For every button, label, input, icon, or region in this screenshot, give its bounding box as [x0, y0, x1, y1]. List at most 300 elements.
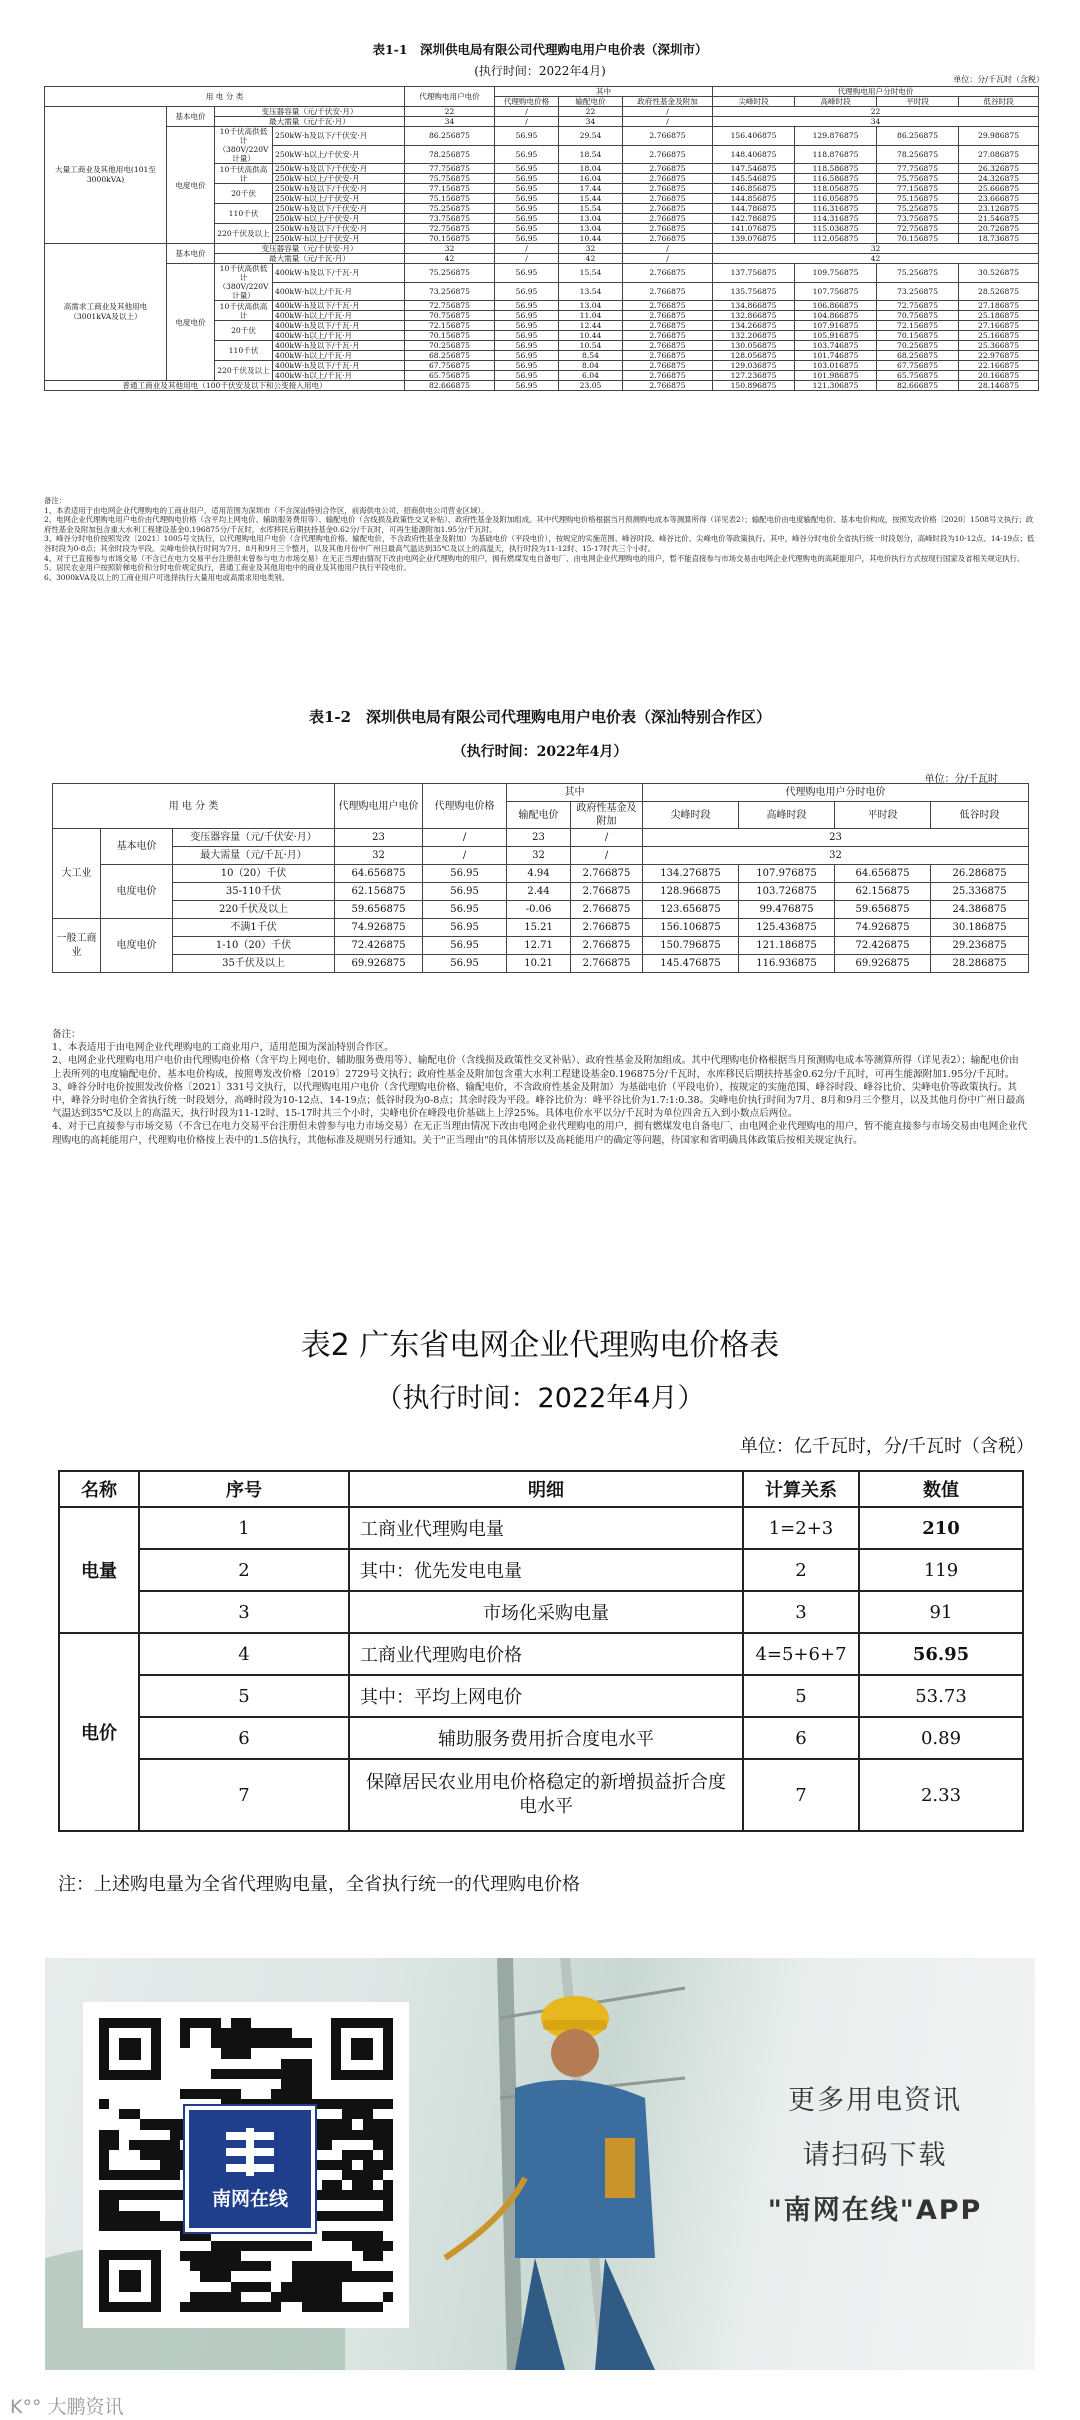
- voltage-label: 110千伏: [215, 204, 273, 224]
- value-cell: 67.756875: [405, 361, 495, 371]
- table-cell: 32: [713, 244, 1039, 254]
- value-cell: 56.95: [495, 371, 559, 381]
- relation-cell: 2: [743, 1549, 859, 1591]
- seq-cell: 3: [139, 1591, 349, 1633]
- table-row: [53, 829, 1029, 847]
- value-cell: 2.766875: [623, 282, 713, 301]
- value-cell: 26.286875: [931, 865, 1029, 883]
- value-cell: 25.366875: [959, 341, 1039, 351]
- value-cell: 8.54: [559, 351, 623, 361]
- value-cell: 70.156875: [405, 331, 495, 341]
- value-cell: 13.04: [559, 214, 623, 224]
- group-label: 高需求工商业及其他用电（3001kVA及以上）: [45, 244, 167, 381]
- tier-label: 250kW·h以上/千伏安·月: [273, 234, 405, 244]
- header-category: 用 电 分 类: [45, 87, 405, 107]
- header-row: [59, 1471, 1023, 1507]
- voltage-label: 10千伏高供高计: [215, 164, 273, 184]
- table-1-2-section: [0, 706, 1080, 1146]
- value-cell: 10.44: [559, 234, 623, 244]
- value-cell: 91: [859, 1591, 1023, 1633]
- value-cell: 29.236875: [931, 937, 1029, 955]
- tier-label: 400kW·h及以下/千瓦·月: [273, 264, 405, 283]
- note-line: 5、居民农业用户按照阶梯电价和分时电价规定执行，普通工商业及其他用电中的商业及其他用户执行平段电价。: [44, 563, 411, 573]
- value-cell: 6.04: [559, 371, 623, 381]
- value-cell: 2.766875: [623, 351, 713, 361]
- value-cell: 62.156875: [335, 883, 423, 901]
- table-row: [45, 244, 1039, 254]
- energy-price-label: 电度电价: [167, 264, 215, 381]
- value-cell: 2.766875: [623, 381, 713, 391]
- table-row: [45, 127, 1039, 146]
- value-cell: 65.756875: [877, 371, 959, 381]
- table-cell: /: [571, 847, 643, 865]
- table-row: [59, 1507, 1023, 1549]
- value-cell: 2.766875: [571, 919, 643, 937]
- note-line: 6、3000kVA及以上的工商业用户可选择执行大量用电或高需求用电类别。: [44, 572, 290, 582]
- value-cell: 210: [859, 1507, 1023, 1549]
- value-cell: 150.796875: [643, 937, 739, 955]
- value-cell: 78.256875: [405, 145, 495, 164]
- header-cell: 代理购电价格: [495, 97, 559, 107]
- value-cell: 23.666875: [959, 194, 1039, 204]
- value-cell: 2.766875: [623, 174, 713, 184]
- table-cell: 23: [335, 829, 423, 847]
- value-cell: 13.54: [559, 282, 623, 301]
- value-cell: 112.056875: [795, 234, 877, 244]
- value-cell: 116.316875: [795, 204, 877, 214]
- value-cell: 72.426875: [835, 937, 931, 955]
- value-cell: 28.286875: [931, 955, 1029, 973]
- value-cell: 56.95: [495, 361, 559, 371]
- table-2-subtitle: （执行时间：2022年4月）: [375, 1383, 705, 1414]
- value-cell: 59.656875: [835, 901, 931, 919]
- value-cell: 103.016875: [795, 361, 877, 371]
- value-cell: 101.986875: [795, 371, 877, 381]
- header-cell: 尖峰时段: [713, 97, 795, 107]
- value-cell: 10.54: [559, 341, 623, 351]
- tier-label: 10（20）千伏: [173, 865, 335, 883]
- group-label: 大量工商业及其他用电(101至3000kVA): [45, 107, 167, 244]
- table-row: [59, 1759, 1023, 1831]
- value-cell: 2.44: [507, 883, 571, 901]
- value-cell: 144.856875: [713, 194, 795, 204]
- tier-label: 400kW·h以上/千瓦·月: [273, 282, 405, 301]
- base-price-label: 基本电价: [167, 107, 215, 127]
- value-cell: 64.656875: [335, 865, 423, 883]
- watermark: K°° 大鹏资讯: [10, 2396, 124, 2418]
- value-cell: 121.306875: [795, 381, 877, 391]
- base-price-label: 基本电价: [101, 829, 173, 865]
- value-cell: 22.166875: [959, 361, 1039, 371]
- value-cell: 29.986875: [959, 127, 1039, 146]
- header-cell: 输配电价: [507, 802, 571, 829]
- value-cell: 56.95: [423, 955, 507, 973]
- table-cell: /: [623, 244, 713, 254]
- header-cell: 政府性基金及附加: [623, 97, 713, 107]
- value-cell: 13.04: [559, 224, 623, 234]
- tier-label: 400kW·h以上/千瓦·月: [273, 351, 405, 361]
- note-line: 3、峰谷分时电价按照发改价格〔2021〕331号文执行，以代理购电用户电价（含代理购电价格、输配电价，不含政府性基金及附加）为基础电价（平段电价），按规定的实施范围、峰谷时段、峰谷比价、尖峰电价等政策执行。其中，峰谷分时电价全省执行统一时段划分，高峰时段为10-12点、14-19点；低谷时段为0-8点；其余时段为平段。峰谷比价为：峰平谷比价为1.7:1:0.38。尖峰电价执行时间为7月、8月和9月三个整月，以及其他月份中广州日最高气温达到35℃及以上的高温天，执行时段为11-12时、15-17时共三个小时，尖峰电价在峰段电价基础上上浮25%。具体电价水平以分/千瓦时为单位四舍五入到小数点后两位。: [52, 1081, 1025, 1120]
- table-cell: 22: [405, 107, 495, 117]
- table-row: [59, 1675, 1023, 1717]
- table-1-2-unit: 单位：分/千瓦时: [924, 774, 998, 785]
- value-cell: 73.756875: [877, 214, 959, 224]
- tier-label: 400kW·h及以下/千瓦·月: [273, 301, 405, 311]
- header-row: [45, 87, 1039, 97]
- tier-label: 220千伏及以上: [173, 901, 335, 919]
- qr-finder-bottom-left: [99, 2250, 161, 2312]
- energy-price-label: 电度电价: [167, 127, 215, 244]
- value-cell: 129.876875: [795, 127, 877, 146]
- value-cell: 16.04: [559, 174, 623, 184]
- table-1-1-section: [0, 40, 1080, 582]
- note-line: 1、本表适用于由电网企业代理购电的工商业用户，适用范围为深圳市（不含深汕特别合作区，前海供电公司、招商供电公司营业区域）。: [44, 505, 489, 515]
- value-cell: 72.756875: [405, 224, 495, 234]
- general-use-label: 普通工商业及其他用电（100千伏安及以下和公变接入用电）: [45, 381, 405, 391]
- group-label: 电量: [59, 1507, 139, 1633]
- value-cell: 77.756875: [405, 164, 495, 174]
- table-row: [59, 1591, 1023, 1633]
- table-cell: /: [495, 244, 559, 254]
- value-cell: 145.476875: [643, 955, 739, 973]
- value-cell: 2.766875: [571, 901, 643, 919]
- value-cell: 56.95: [495, 194, 559, 204]
- value-cell: 147.546875: [713, 164, 795, 174]
- value-cell: 107.916875: [795, 321, 877, 331]
- value-cell: 23.05: [559, 381, 623, 391]
- value-cell: 53.73: [859, 1675, 1023, 1717]
- tier-label: 250kW·h及以下/千伏安·月: [273, 127, 405, 146]
- value-cell: 142.786875: [713, 214, 795, 224]
- value-cell: 56.95: [423, 937, 507, 955]
- value-cell: 22.976875: [959, 351, 1039, 361]
- tier-label: 400kW·h及以下/千瓦·月: [273, 361, 405, 371]
- tier-label: 400kW·h及以下/千瓦·月: [273, 321, 405, 331]
- value-cell: 0.89: [859, 1717, 1023, 1759]
- value-cell: 10.44: [559, 331, 623, 341]
- value-cell: 115.036875: [795, 224, 877, 234]
- value-cell: 106.866875: [795, 301, 877, 311]
- table-cell: 32: [405, 244, 495, 254]
- detail-cell: 其中：优先发电电量: [349, 1549, 743, 1591]
- value-cell: 15.44: [559, 194, 623, 204]
- relation-cell: 1=2+3: [743, 1507, 859, 1549]
- group-label: 一般工商业: [53, 919, 101, 973]
- value-cell: 20.726875: [959, 224, 1039, 234]
- value-cell: 75.156875: [405, 194, 495, 204]
- app-download-banner[interactable]: [45, 1958, 1035, 2370]
- value-cell: 15.54: [559, 264, 623, 283]
- value-cell: 146.856875: [713, 184, 795, 194]
- value-cell: 75.156875: [877, 194, 959, 204]
- capacity-label: 变压器容量（元/千伏安·月）: [215, 244, 405, 254]
- value-cell: 134.866875: [713, 301, 795, 311]
- max-demand-label: 最大需量（元/千瓦·月）: [215, 254, 405, 264]
- value-cell: 141.076875: [713, 224, 795, 234]
- header-cell: 数值: [859, 1471, 1023, 1507]
- detail-cell: 辅助服务费用折合度电水平: [349, 1717, 743, 1759]
- voltage-label: 20千伏: [215, 321, 273, 341]
- value-cell: 105.916875: [795, 331, 877, 341]
- table-1-2-subtitle: （执行时间：2022年4月）: [452, 744, 628, 760]
- value-cell: 107.976875: [739, 865, 835, 883]
- value-cell: 25.336875: [931, 883, 1029, 901]
- csg-logo-icon: [222, 2128, 278, 2176]
- table-2-title: 表2 广东省电网企业代理购电价格表: [300, 1328, 780, 1363]
- value-cell: 2.766875: [623, 264, 713, 283]
- table-cell: 42: [405, 254, 495, 264]
- value-cell: 2.766875: [623, 321, 713, 331]
- detail-cell: 工商业代理购电价格: [349, 1633, 743, 1675]
- value-cell: 8.04: [559, 361, 623, 371]
- value-cell: 73.256875: [877, 282, 959, 301]
- table-1-2-notes: [52, 1028, 1028, 1147]
- value-cell: 121.186875: [739, 937, 835, 955]
- value-cell: 72.426875: [335, 937, 423, 955]
- relation-cell: 6: [743, 1717, 859, 1759]
- tier-label: 1-10（20）千伏: [173, 937, 335, 955]
- seq-cell: 1: [139, 1507, 349, 1549]
- value-cell: 73.256875: [405, 282, 495, 301]
- value-cell: 15.54: [559, 204, 623, 214]
- value-cell: 86.256875: [405, 127, 495, 146]
- value-cell: 56.95: [423, 901, 507, 919]
- table-row: [59, 1549, 1023, 1591]
- value-cell: 30.526875: [959, 264, 1039, 283]
- voltage-label: 110千伏: [215, 341, 273, 361]
- value-cell: 56.95: [495, 204, 559, 214]
- table-2-note: 注：上述购电量为全省代理购电量，全省执行统一的代理购电价格: [58, 1874, 580, 1895]
- table-cell: 42: [713, 254, 1039, 264]
- value-cell: 56.95: [495, 174, 559, 184]
- value-cell: 59.656875: [335, 901, 423, 919]
- banner-text: [725, 2078, 1025, 2227]
- table-row: [59, 1717, 1023, 1759]
- value-cell: 128.966875: [643, 883, 739, 901]
- table-row: [53, 847, 1029, 865]
- value-cell: 64.656875: [835, 865, 931, 883]
- value-cell: 18.04: [559, 164, 623, 174]
- value-cell: 109.756875: [795, 264, 877, 283]
- note-line: 3、峰谷分时电价按照发改〔2021〕1005号文执行，以代理购电用户电价（含代理购电价格、输配电价，不含政府性基金及附加）为基础电价（平段电价），按规定的实施范围、峰谷时段、峰谷比价、尖峰电价等政策执行。其中，峰谷分时电价全省执行统一时段划分，高峰时段为10-12点、14-19点；低谷时段为0-8点；其余时段为平段。尖峰电价执行时间为7月、8月和9月三个整月，以及其他月份中广州日最高气温达到35℃及以上的高温天，执行时段为11-12时、15-17时共三个小时。: [44, 534, 1035, 553]
- header-of-which: 其中: [495, 87, 713, 97]
- detail-cell: 工商业代理购电量: [349, 1507, 743, 1549]
- note-line: 2、电网企业代理购电用户电价由代理购电价格（含平均上网电价、辅助服务费用等）、输配电价（含线损及政策性交叉补贴）、政府性基金及附加组成。其中代理购电价格根据当月预测购电成本等测算所得（详见表2）；输配电价由电度输配电价、基本电价构成，按照发改价格〔2020〕1508号文执行；政府性基金及附加包含重大水利工程建设基金0.196875分/千瓦时，水库移民后期扶持基金0.62分/千瓦时，可再生能源附加1.95分/千瓦时。: [44, 515, 1034, 534]
- tier-label: 250kW·h及以下/千伏安·月: [273, 164, 405, 174]
- capacity-label: 变压器容量（元/千伏安·月）: [215, 107, 405, 117]
- value-cell: 134.276875: [643, 865, 739, 883]
- table-cell: 42: [559, 254, 623, 264]
- value-cell: 11.04: [559, 311, 623, 321]
- value-cell: 77.756875: [877, 164, 959, 174]
- value-cell: 2.766875: [571, 955, 643, 973]
- value-cell: 134.266875: [713, 321, 795, 331]
- max-demand-label: 最大需量（元/千瓦·月）: [173, 847, 335, 865]
- tier-label: 250kW·h及以下/千伏安·月: [273, 184, 405, 194]
- value-cell: 104.866875: [795, 311, 877, 321]
- energy-price-label: 电度电价: [101, 919, 173, 973]
- value-cell: 29.54: [559, 127, 623, 146]
- value-cell: 103.746875: [795, 341, 877, 351]
- capacity-label: 变压器容量（元/千伏安·月）: [173, 829, 335, 847]
- value-cell: 145.546875: [713, 174, 795, 184]
- table-cell: /: [495, 107, 559, 117]
- value-cell: 78.256875: [877, 145, 959, 164]
- value-cell: 2.766875: [623, 127, 713, 146]
- value-cell: 75.756875: [877, 174, 959, 184]
- table-cell: /: [423, 847, 507, 865]
- value-cell: 13.04: [559, 301, 623, 311]
- header-cell: 输配电价: [559, 97, 623, 107]
- value-cell: 25.166875: [959, 331, 1039, 341]
- table-cell: /: [623, 107, 713, 117]
- value-cell: 2.766875: [623, 234, 713, 244]
- table-cell: 23: [643, 829, 1029, 847]
- value-cell: 114.316875: [795, 214, 877, 224]
- value-cell: 2.766875: [623, 301, 713, 311]
- value-cell: 123.656875: [643, 901, 739, 919]
- voltage-label: 10千伏高供低计（380V/220V计量）: [215, 127, 273, 164]
- value-cell: 72.756875: [405, 301, 495, 311]
- header-cell: 高峰时段: [739, 802, 835, 829]
- table-cell: /: [623, 117, 713, 127]
- value-cell: 56.95: [859, 1633, 1023, 1675]
- header-cell: 序号: [139, 1471, 349, 1507]
- group-label: 大工业: [53, 829, 101, 919]
- value-cell: 69.926875: [835, 955, 931, 973]
- value-cell: 75.256875: [405, 264, 495, 283]
- note-line: 2、电网企业代理购电用户电价由代理购电价格（含平均上网电价、辅助服务费用等）、输配电价（含线损及政策性交叉补贴）、政府性基金及附加组成。其中代理购电价格根据当月预测购电成本等测算所得（详见表2）；输配电价由上表所列的电度输配电价、基本电价构成，按照粤发改价格〔2019〕2729号文执行；政府性基金及附加包含重大水利工程建设基金0.196875分/千瓦时，水库移民后期扶持基金0.62分/千瓦时，可再生能源附加1.95分/千瓦时。: [52, 1055, 1019, 1080]
- value-cell: 68.256875: [877, 351, 959, 361]
- value-cell: 2.766875: [623, 341, 713, 351]
- value-cell: 118.586875: [795, 164, 877, 174]
- header-agent-price: 代理购电用户电价: [335, 784, 423, 829]
- value-cell: 56.95: [495, 321, 559, 331]
- value-cell: 150.896875: [713, 381, 795, 391]
- tier-label: 250kW·h及以下/千伏安·月: [273, 204, 405, 214]
- table-cell: 32: [559, 244, 623, 254]
- table-1-1-subtitle: (执行时间：2022年4月): [474, 64, 606, 78]
- value-cell: 135.756875: [713, 282, 795, 301]
- value-cell: 70.256875: [877, 341, 959, 351]
- table-cell: 22: [713, 107, 1039, 117]
- value-cell: 75.256875: [877, 264, 959, 283]
- header-tou: 代理购电用户分时电价: [643, 784, 1029, 802]
- value-cell: 132.866875: [713, 311, 795, 321]
- value-cell: 27.086875: [959, 145, 1039, 164]
- table-row: [45, 264, 1039, 283]
- value-cell: 75.256875: [405, 204, 495, 214]
- base-price-label: 基本电价: [167, 244, 215, 264]
- table-1-1-unit: 单位：分/千瓦时（含税）: [953, 75, 1044, 84]
- qr-finder-top-left: [99, 2018, 161, 2080]
- note-line: 4、对于已直接参与市场交易（不含已在电力交易平台注册但未曾参与电力市场交易）在无正当理由情况下改由电网企业代理购电的用户，拥有燃煤发电自备电厂、由电网企业代理购电的用户，暂不能直接参与市场交易由电网企业代理购电的高耗能用户，其电价执行方式按现行国家及省相关规定执行。: [44, 553, 1025, 563]
- tier-label: 250kW·h以上/千伏安·月: [273, 194, 405, 204]
- table-row: [59, 1633, 1023, 1675]
- table-row: [53, 919, 1029, 937]
- tier-label: 35-110千伏: [173, 883, 335, 901]
- value-cell: 27.166875: [959, 321, 1039, 331]
- table-row: [53, 901, 1029, 919]
- value-cell: 103.726875: [739, 883, 835, 901]
- value-cell: 15.21: [507, 919, 571, 937]
- value-cell: 56.95: [495, 184, 559, 194]
- seq-cell: 6: [139, 1717, 349, 1759]
- table-cell: 32: [643, 847, 1029, 865]
- table-cell: 34: [559, 117, 623, 127]
- value-cell: 12.71: [507, 937, 571, 955]
- value-cell: 2.766875: [623, 184, 713, 194]
- value-cell: 75.256875: [877, 204, 959, 214]
- table-cell: 34: [713, 117, 1039, 127]
- value-cell: 2.766875: [571, 937, 643, 955]
- value-cell: 56.95: [495, 264, 559, 283]
- banner-line-2: 请扫码下载: [802, 2140, 948, 2171]
- table-cell: /: [495, 117, 559, 127]
- tier-label: 400kW·h以上/千瓦·月: [273, 331, 405, 341]
- note-line: 备注：: [52, 1029, 81, 1040]
- value-cell: 132.206875: [713, 331, 795, 341]
- value-cell: 82.666875: [877, 381, 959, 391]
- header-tou: 代理购电用户分时电价: [713, 87, 1039, 97]
- value-cell: 101.746875: [795, 351, 877, 361]
- value-cell: 30.186875: [931, 919, 1029, 937]
- table-cell: /: [623, 254, 713, 264]
- value-cell: 10.21: [507, 955, 571, 973]
- value-cell: 107.756875: [795, 282, 877, 301]
- banner-line-1: 更多用电资讯: [788, 2085, 962, 2116]
- value-cell: 56.95: [423, 919, 507, 937]
- value-cell: 20.166875: [959, 371, 1039, 381]
- value-cell: 26.326875: [959, 164, 1039, 174]
- header-cell: 低谷时段: [959, 97, 1039, 107]
- value-cell: 119: [859, 1549, 1023, 1591]
- table-cell: 23: [507, 829, 571, 847]
- table-2-unit: 单位：亿千瓦时，分/千瓦时（含税）: [739, 1436, 1034, 1457]
- table-row: [45, 381, 1039, 391]
- value-cell: 56.95: [423, 883, 507, 901]
- value-cell: 72.756875: [877, 301, 959, 311]
- value-cell: 24.386875: [931, 901, 1029, 919]
- value-cell: 116.586875: [795, 174, 877, 184]
- header-row: [53, 784, 1029, 802]
- header-cell: 平时段: [835, 802, 931, 829]
- value-cell: 65.756875: [405, 371, 495, 381]
- value-cell: 17.44: [559, 184, 623, 194]
- header-cell: 政府性基金及附加: [571, 802, 643, 829]
- value-cell: 56.95: [495, 282, 559, 301]
- value-cell: 18.736875: [959, 234, 1039, 244]
- header-of-which: 其中: [507, 784, 643, 802]
- value-cell: 69.926875: [335, 955, 423, 973]
- value-cell: 70.156875: [877, 331, 959, 341]
- csg-online-logo: [185, 2106, 315, 2232]
- group-label: 电价: [59, 1633, 139, 1831]
- header-cell: 高峰时段: [795, 97, 877, 107]
- seq-cell: 2: [139, 1549, 349, 1591]
- header-cell: 计算关系: [743, 1471, 859, 1507]
- header-category: 用 电 分 类: [53, 784, 335, 829]
- qr-code[interactable]: [83, 2002, 409, 2328]
- tier-label: 250kW·h以上/千伏安·月: [273, 214, 405, 224]
- value-cell: 23.126875: [959, 204, 1039, 214]
- header-cell: 名称: [59, 1471, 139, 1507]
- header-agent-price: 代理购电用户电价: [405, 87, 495, 107]
- value-cell: 116.056875: [795, 194, 877, 204]
- tier-label: 400kW·h以上/千瓦·月: [273, 371, 405, 381]
- value-cell: 72.156875: [405, 321, 495, 331]
- qr-finder-top-right: [331, 2018, 393, 2080]
